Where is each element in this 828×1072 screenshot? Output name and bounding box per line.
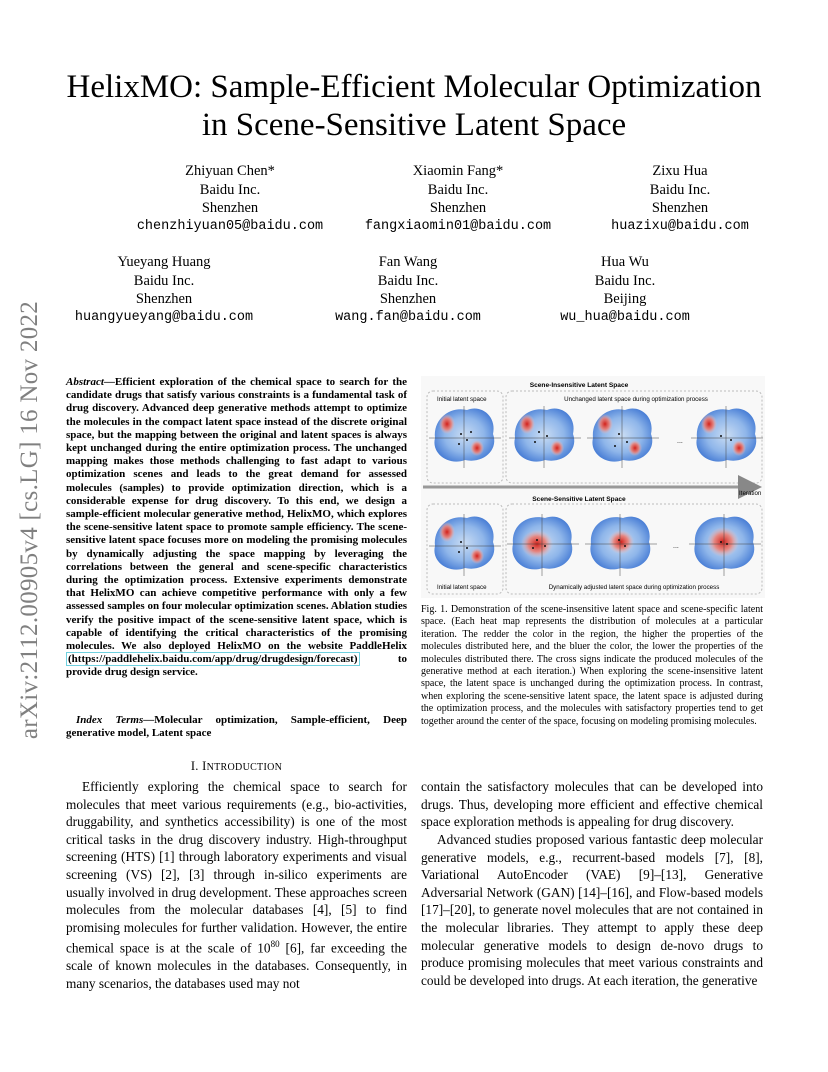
author-affiliation: Baidu Inc.	[427, 181, 489, 198]
author-block-3	[600, 162, 760, 236]
text: ,	[328, 902, 342, 918]
paper-title	[40, 68, 788, 144]
intro-paragraph-2	[421, 831, 763, 989]
citation-link[interactable]: [3]	[188, 866, 205, 882]
author-name: Yueyang Huang	[117, 254, 211, 270]
figure-1-graphic	[421, 376, 765, 598]
abstract-lead: Abstract	[66, 376, 104, 388]
iteration-label: Iteration	[739, 490, 762, 497]
author-affiliation: Baidu Inc.	[133, 272, 195, 289]
citation-link[interactable]: [8]	[744, 849, 760, 865]
intro-paragraph-1-continued: contain the satisfactory molecules that can be developed into drugs. Thus, developing more efficient and effective chemical space exploration methods is appealing for drug discovery.	[421, 779, 763, 830]
citation-link[interactable]: [2]	[161, 866, 177, 882]
top-unchanged-label: Unchanged latent space during optimization process	[564, 396, 708, 403]
author-email[interactable]: huangyueyang@baidu.com	[74, 309, 254, 325]
author-city: Shenzhen	[429, 200, 487, 216]
author-name: Hua Wu	[601, 254, 649, 270]
section-heading-introduction	[66, 759, 407, 774]
citation-link[interactable]: [14]	[578, 884, 601, 900]
index-terms	[66, 714, 407, 740]
abstract-dash: —	[103, 376, 115, 388]
citation-link[interactable]: [7]	[714, 849, 731, 865]
citation-link[interactable]: [20]	[449, 902, 472, 918]
index-terms-lead: Index Terms	[76, 714, 144, 726]
section-rest: NTRODUCTION	[206, 762, 283, 773]
citation-link[interactable]: [5]	[341, 902, 357, 918]
citation-link[interactable]: [13]	[660, 867, 684, 883]
author-name: Xiaomin Fang*	[412, 163, 504, 179]
author-city: Shenzhen	[651, 200, 709, 216]
author-city: Shenzhen	[201, 200, 259, 216]
abstract	[66, 376, 407, 680]
intro-paragraph-1	[66, 778, 407, 993]
author-affiliation: Baidu Inc.	[649, 181, 711, 198]
top-ellipsis: ...	[677, 438, 683, 445]
abstract-body: Efficient exploration of the chemical space to search for the candidate drugs that satisfy various constraints is a fundamental task of drug discovery. Advanced deep generative methods attempt to optimize the molecules in the compact latent space instead of the discrete original space, but the mapping between the original and latent spaces is always kept unchanged during the entire optimization process. The unchanged mapping makes those methods challenging to fast adapt to various optimization scenes and leads to the great demand for assessed molecules (samples) to provide optimization direction, which is a considerable expense for drug discovery. To this end, we design a sample-efficient molecular generative method, HelixMO, which explores the scene-sensitive latent space to promote sample efficiency. The scene-sensitive latent space focuses more on modeling the promising molecules by dynamically adjusting the space mapping by leveraging the correlations between the general and scene-specific characteristics during the optimization process. Extensive experiments demonstrate that HelixMO can achieve competitive performance with only a few assessed samples on four molecular optimization scenes. Ablation studies verify the positive impact of the scene-sensitive latent space, which is capable of identifying the critical characteristics of the promising molecules. We also deployed HelixMO on the website PaddleHelix	[66, 376, 407, 653]
author-email[interactable]: wu_hua@baidu.com	[560, 309, 690, 325]
author-email[interactable]: fangxiaomin01@baidu.com	[364, 218, 552, 234]
author-affiliation: Baidu Inc.	[377, 272, 439, 289]
author-affiliation: Baidu Inc.	[199, 181, 261, 198]
figure-1	[421, 376, 765, 598]
bottom-initial-label: Initial latent space	[437, 584, 487, 591]
author-email[interactable]: huazixu@baidu.com	[611, 218, 749, 234]
text: through in-silico experiments are usually involved in drug development. These approaches screen molecules from the molecular databases	[66, 866, 407, 918]
arxiv-identifier-stamp	[10, 280, 50, 760]
text: , and Flow-based models	[629, 884, 764, 900]
index-terms-body: —Molecular optimization, Sample-efficient, Deep generative model, Latent space	[66, 714, 407, 740]
text: , far exceeding the scale of known molecules in the databases. Consequently, in many scenarios, the databases used may not	[66, 940, 407, 991]
author-city: Shenzhen	[379, 291, 437, 307]
author-block-1	[110, 162, 350, 236]
exponent: 80	[270, 939, 280, 950]
figure-top-title: Scene-Insensitive Latent Space	[529, 382, 629, 389]
author-block-4	[64, 253, 264, 327]
text: ,	[730, 849, 745, 865]
section-first-letter: I	[202, 759, 207, 773]
paddlehelix-link[interactable]: (https://paddlehelix.baidu.com/app/drug/drugdesign/forecast)	[68, 653, 358, 666]
author-name: Fan Wang	[378, 254, 438, 270]
text: , Generative Adversarial Network (GAN)	[421, 867, 763, 900]
citation-link[interactable]: [16]	[606, 884, 630, 900]
citation-link[interactable]: [9]	[638, 867, 655, 883]
citation-link[interactable]: [6]	[285, 940, 302, 956]
text: ,	[176, 866, 189, 882]
text: to find promising molecules for further validation. However, the entire chemical space is at the scale of 10	[66, 902, 407, 956]
author-name: Zhiyuan Chen*	[185, 163, 275, 179]
citation-link[interactable]: [17]	[421, 902, 444, 918]
section-number: I.	[190, 759, 203, 773]
author-email[interactable]: wang.fan@baidu.com	[335, 309, 481, 325]
text: –	[443, 902, 450, 918]
text: –	[600, 884, 607, 900]
bottom-dynamic-label: Dynamically adjusted latent space during optimization process	[548, 584, 720, 591]
text: Efficiently exploring the chemical space to search for molecules that meet various requirements (e.g., bio-activities, druggability, and synthetics accessibility) is one of the most critical tasks in the drug discovery industry. High-throughput screening (HTS)	[66, 779, 407, 865]
author-city: Shenzhen	[135, 291, 193, 307]
author-affiliation: Baidu Inc.	[594, 272, 656, 289]
paper-title-line-2: in Scene-Sensitive Latent Space	[201, 107, 627, 143]
arxiv-identifier-text: arXiv:2112.00905v4 [cs.LG] 16 Nov 2022	[16, 300, 43, 740]
paper-title-line-1: HelixMO: Sample-Efficient Molecular Optimization	[66, 69, 762, 105]
citation-link[interactable]: [1]	[159, 849, 175, 865]
author-block-5	[318, 253, 498, 327]
figure-1-caption: Fig. 1. Demonstration of the scene-insensitive latent space and scene-specific latent space. (Each heat map represents the distribution of molecules at a particular iteration. The redder the color in the region, the higher the properties of the molecules distributed here, and the bluer the color, the lower the properties of the molecules distributed there. The cross signs indicate the produced molecules of the generative method at each iteration.) When exploring the scene-insensitive latent space, the latent space is unchanged during the optimization process. In contrast, when exploring the scene-sensitive latent space, the latent space is adjusted during the optimization process, and the molecules with satisfactory properties tend to get together around the center of the space, focusing on modeling promising molecules.	[421, 604, 763, 727]
text: Advanced studies proposed various fantastic deep molecular generative models, e.g., recurrent-based models	[421, 832, 763, 865]
text: , Variational AutoEncoder (VAE)	[421, 849, 763, 883]
text: , to generate novel molecules that are not contained in the molecular libraries. They attempt to apply these deep molecular generative models to design de-novo drugs to produce promising molecules that meet various constraints and could be developed into drugs. At each iteration, the generative	[421, 902, 763, 988]
abstract-tail: to provide drug design service.	[66, 653, 407, 679]
author-block-2	[348, 162, 568, 236]
citation-link[interactable]: [4]	[312, 902, 329, 918]
text: through laboratory experiments and visual screening (VS)	[66, 849, 408, 882]
author-email[interactable]: chenzhiyuan05@baidu.com	[136, 218, 324, 234]
bottom-ellipsis: ...	[673, 543, 679, 550]
figure-bottom-title: Scene-Sensitive Latent Space	[532, 496, 626, 503]
author-name: Zixu Hua	[652, 163, 708, 179]
author-block-6	[545, 253, 705, 327]
top-initial-label: Initial latent space	[437, 396, 487, 403]
author-city: Beijing	[603, 291, 647, 307]
text: –	[654, 867, 661, 883]
